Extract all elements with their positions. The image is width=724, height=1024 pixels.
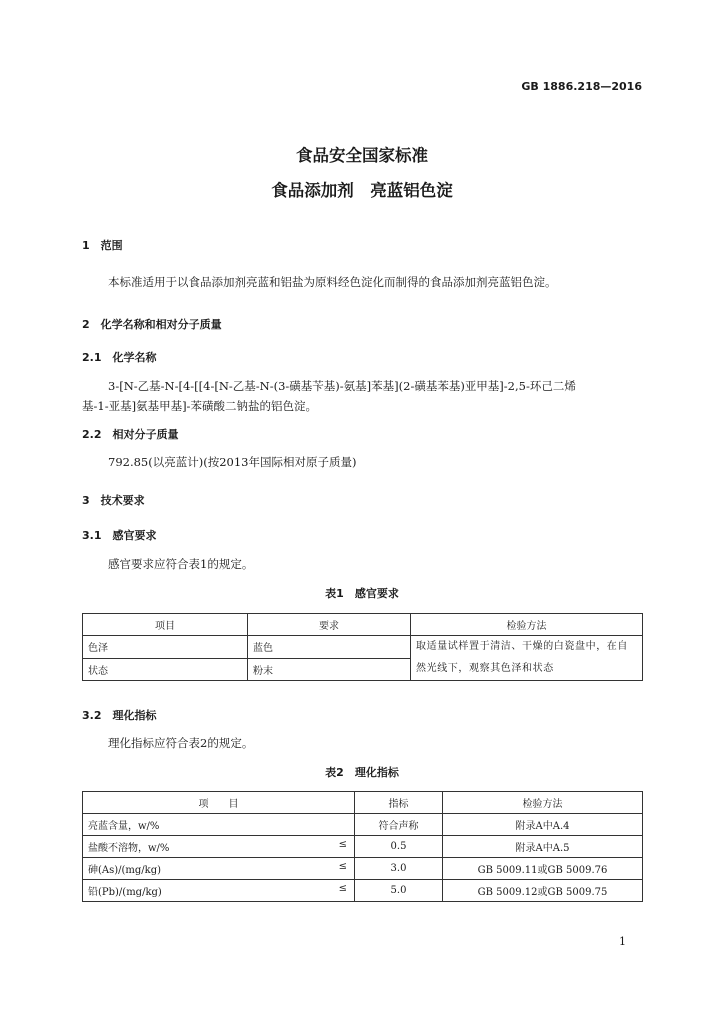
- table-header-cell: 项目: [83, 614, 248, 636]
- section-3-2-text: 理化指标应符合表2的规定。: [108, 736, 254, 750]
- method-line-1: 取适量试样置于清洁、干燥的白瓷盘中，在自: [416, 641, 628, 652]
- method-line-2: 然光线下，观察其色泽和状态: [416, 663, 554, 674]
- table-header-cell: 项 目: [83, 792, 355, 814]
- section-2-1-heading: 2.1 化学名称: [82, 351, 157, 364]
- table-cell-method: GB 5009.12或GB 5009.75: [443, 880, 643, 902]
- table-cell-method: 附录A中A.5: [443, 836, 643, 858]
- table-cell-requirement: 蓝色: [248, 636, 411, 659]
- item-label: 砷(As)/(mg/kg): [88, 865, 162, 876]
- section-2-heading: 2 化学名称和相对分子质量: [82, 318, 222, 331]
- table-cell-method: GB 5009.11或GB 5009.76: [443, 858, 643, 880]
- section-2-2-text: 792.85(以亮蓝计)(按2013年国际相对原子质量): [108, 455, 357, 469]
- section-2-1-text-line1: 3-[N-乙基-N-[4-[[4-[N-乙基-N-(3-磺基苄基)-氨基]苯基](2-磺基苯基)亚甲基]-2,5-环己二烯: [108, 379, 576, 393]
- section-3-1-text: 感官要求应符合表1的规定。: [108, 557, 254, 571]
- item-label: 亮蓝含量，w/%: [88, 821, 160, 832]
- sub-title: 食品添加剂 亮蓝铝色淀: [271, 181, 453, 200]
- comparison-sign: ≤: [338, 883, 347, 894]
- comparison-sign: ≤: [338, 839, 347, 850]
- table-cell-value: 符合声称: [355, 814, 443, 836]
- main-title: 食品安全国家标准: [296, 146, 428, 165]
- table-header-cell: 检验方法: [443, 792, 643, 814]
- section-3-2-heading: 3.2 理化指标: [82, 709, 157, 722]
- table-row: [83, 880, 643, 902]
- table-cell-method: [411, 636, 643, 681]
- table-cell-item: [83, 814, 355, 836]
- item-label: 盐酸不溶物，w/%: [88, 843, 170, 854]
- item-label: 铅(Pb)/(mg/kg): [88, 887, 162, 898]
- table-header-cell: 指标: [355, 792, 443, 814]
- table-header-row: [83, 792, 643, 814]
- table-row: [83, 814, 643, 836]
- page-number: 1: [619, 935, 626, 948]
- table-cell-value: 0.5: [355, 836, 443, 858]
- table-cell-item: 色泽: [83, 636, 248, 659]
- table-header-cell: 检验方法: [411, 614, 643, 636]
- table-cell-item: [83, 858, 355, 880]
- table-1-caption: 表1 感官要求: [325, 587, 399, 600]
- section-1-heading: 1 范围: [82, 239, 123, 252]
- table-row: [83, 858, 643, 880]
- section-2-2-heading: 2.2 相对分子质量: [82, 428, 179, 441]
- document-number: GB 1886.218—2016: [521, 80, 642, 93]
- section-2-1-text-line2: 基-1-亚基]氨基甲基]-苯磺酸二钠盐的铝色淀。: [82, 399, 317, 413]
- table-row: [83, 636, 643, 659]
- table-cell-value: 5.0: [355, 880, 443, 902]
- table-cell-item: [83, 880, 355, 902]
- section-3-heading: 3 技术要求: [82, 494, 145, 507]
- table-2-caption: 表2 理化指标: [325, 766, 399, 779]
- physicochemical-table: [82, 791, 643, 902]
- table-row: [83, 836, 643, 858]
- table-header-row: [83, 614, 643, 636]
- table-cell-value: 3.0: [355, 858, 443, 880]
- comparison-sign: ≤: [338, 861, 347, 872]
- table-cell-requirement: 粉末: [248, 658, 411, 681]
- table-cell-method: 附录A中A.4: [443, 814, 643, 836]
- table-header-cell: 要求: [248, 614, 411, 636]
- section-1-text: 本标准适用于以食品添加剂亮蓝和铝盐为原料经色淀化而制得的食品添加剂亮蓝铝色淀。: [108, 275, 557, 289]
- table-cell-item: [83, 836, 355, 858]
- sensory-requirements-table: [82, 613, 643, 681]
- table-cell-item: 状态: [83, 658, 248, 681]
- section-3-1-heading: 3.1 感官要求: [82, 529, 157, 542]
